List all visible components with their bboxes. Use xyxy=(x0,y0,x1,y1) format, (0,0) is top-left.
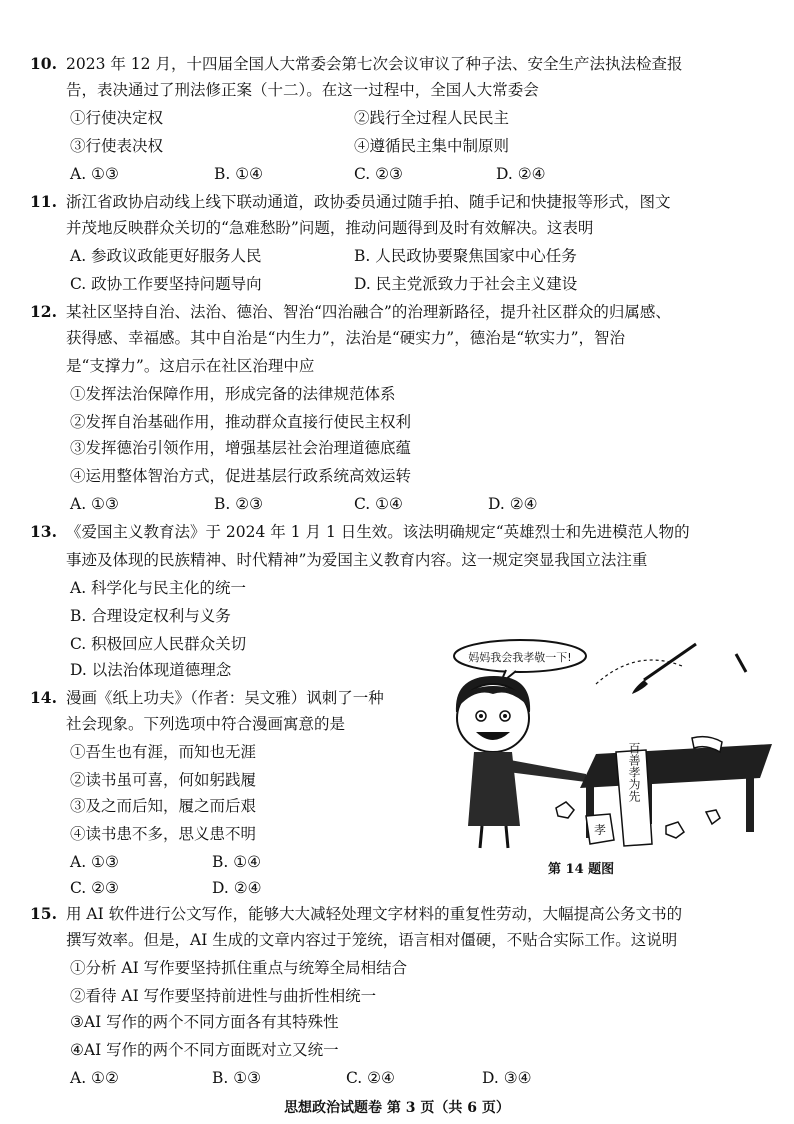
q11-number: 11. xyxy=(30,192,57,211)
q15-option-d: D. ③④ xyxy=(482,1069,532,1087)
person-arm xyxy=(508,760,586,782)
q14-stem-line1: 漫画《纸上功夫》（作者：吴文雅）讽刺了一种 xyxy=(66,689,384,707)
q14-option-c: C. ②③ xyxy=(70,879,119,897)
q15-statement-2: ②看待 AI 写作要坚持前进性与曲折性相统一 xyxy=(70,987,377,1005)
q10-statement-3: ③行使表决权 xyxy=(70,137,164,155)
q11-option-d: D. 民主党派致力于社会主义建设 xyxy=(354,275,578,293)
page-footer: 思想政治试题卷 第 3 页（共 6 页） xyxy=(284,1100,510,1116)
q15-option-a: A. ①② xyxy=(70,1069,119,1087)
q13-option-c: C. 积极回应人民群众关切 xyxy=(70,635,247,653)
q10-option-c: C. ②③ xyxy=(354,165,403,183)
q15-option-b: B. ①③ xyxy=(212,1069,262,1087)
brush-tip xyxy=(632,680,648,694)
q12-statement-3: ③发挥德治引领作用，增强基层社会治理道德底蕴 xyxy=(70,439,412,457)
q14-statement-1: ①吾生也有涯，而知也无涯 xyxy=(70,743,257,761)
q13-option-a: A. 科学化与民主化的统一 xyxy=(70,579,247,597)
q10-statement-2: ②践行全过程人民民主 xyxy=(354,109,510,127)
q12-statement-2: ②发挥自治基础作用，推动群众直接行使民主权利 xyxy=(70,413,412,431)
q13-number: 13. xyxy=(30,522,57,541)
q13-stem-line1: 《爱国主义教育法》于 2024 年 1 月 1 日生效。该法明确规定“英雄烈士和先进模范人物的 xyxy=(66,523,690,541)
q14-statement-3: ③及之而后知，履之而后艰 xyxy=(70,797,257,815)
q12-option-b: B. ②③ xyxy=(214,495,264,513)
q15-stem-line2: 撰写效率。但是，AI 生成的文章内容过于笼统，语言相对僵硬，不贴合实际工作。这说明 xyxy=(66,931,678,949)
q12-statement-4: ④运用整体智治方式，促进基层行政系统高效运转 xyxy=(70,467,412,485)
q10-option-d: D. ②④ xyxy=(496,165,546,183)
ink-splash xyxy=(736,654,746,672)
q15-statement-3: ③AI 写作的两个不同方面各有其特殊性 xyxy=(70,1013,339,1031)
speech-bubble-text: 妈妈我会我孝敬一下! xyxy=(468,651,572,664)
banner-text: 百善孝为先 xyxy=(627,742,641,802)
table-top xyxy=(580,744,772,788)
q14-number: 14. xyxy=(30,688,57,707)
q11-option-a: A. 参政议政能更好服务人民 xyxy=(70,247,262,265)
q12-statement-1: ①发挥法治保障作用，形成完备的法律规范体系 xyxy=(70,385,396,403)
q12-option-d: D. ②④ xyxy=(488,495,538,513)
q11-option-c: C. 政协工作要坚持问题导向 xyxy=(70,275,262,293)
q14-option-d: D. ②④ xyxy=(212,879,262,897)
q15-number: 15. xyxy=(30,904,57,923)
q14-statement-2: ②读书虽可喜，何如躬践履 xyxy=(70,771,257,789)
q12-stem-line2: 获得感、幸福感。其中自治是“内生力”，法治是“硬实力”，德治是“软实力”，智治 xyxy=(66,329,626,347)
q13-option-b: B. 合理设定权利与义务 xyxy=(70,607,231,625)
q10-option-a: A. ①③ xyxy=(70,165,119,183)
q11-option-b: B. 人民政协要聚焦国家中心任务 xyxy=(354,247,577,265)
q12-number: 12. xyxy=(30,302,57,321)
q15-stem-line1: 用 AI 软件进行公文写作，能够大大减轻处理文字材料的重复性劳动，大幅提高公务文书的 xyxy=(66,905,683,923)
q15-statement-1: ①分析 AI 写作要坚持抓住重点与统筹全局相结合 xyxy=(70,959,408,977)
q10-number: 10. xyxy=(30,54,57,73)
q14-statement-4: ④读书患不多，思义患不明 xyxy=(70,825,257,843)
q14-figure-caption: 第 14 题图 xyxy=(548,862,615,877)
q15-option-c: C. ②④ xyxy=(346,1069,395,1087)
q15-statement-4: ④AI 写作的两个不同方面既对立又统一 xyxy=(70,1041,339,1059)
q10-statement-1: ①行使决定权 xyxy=(70,109,164,127)
calligraphy-banner xyxy=(616,742,652,846)
q14-cartoon-figure xyxy=(446,636,782,852)
q10-stem-line1: 2023 年 12 月，十四届全国人大常委会第七次会议审议了种子法、安全生产法执法检查报 xyxy=(66,55,683,73)
q11-stem-line1: 浙江省政协启动线上线下联动通道，政协委员通过随手拍、随手记和快捷报等形式，图文 xyxy=(66,193,671,211)
q10-stem-line2: 告，表决通过了刑法修正案（十二）。在这一过程中，全国人大常委会 xyxy=(66,81,539,99)
q10-statement-4: ④遵循民主集中制原则 xyxy=(354,137,510,155)
q14-option-a: A. ①③ xyxy=(70,853,119,871)
q12-stem-line3: 是“支撑力”。这启示在社区治理中应 xyxy=(66,357,315,375)
q14-option-b: B. ①④ xyxy=(212,853,262,871)
q10-option-b: B. ①④ xyxy=(214,165,264,183)
cartoon-person xyxy=(456,676,586,848)
q12-stem-line1: 某社区坚持自治、法治、德治、智治“四治融合”的治理新路径，提升社区群众的归属感、 xyxy=(66,303,671,321)
q14-stem-line2: 社会现象。下列选项中符合漫画寓意的是 xyxy=(66,715,346,733)
q11-stem-line2: 并茂地反映群众关切的“急难愁盼”问题，推动问题得到及时有效解决。这表明 xyxy=(66,219,594,237)
q13-stem-line2: 事迹及体现的民族精神、时代精神”为爱国主义教育内容。这一规定突显我国立法注重 xyxy=(66,551,648,569)
q12-option-a: A. ①③ xyxy=(70,495,119,513)
q12-option-c: C. ①④ xyxy=(354,495,403,513)
dropped-sheet-text: 孝 xyxy=(593,823,607,837)
q13-option-d: D. 以法治体现道德理念 xyxy=(70,661,232,679)
